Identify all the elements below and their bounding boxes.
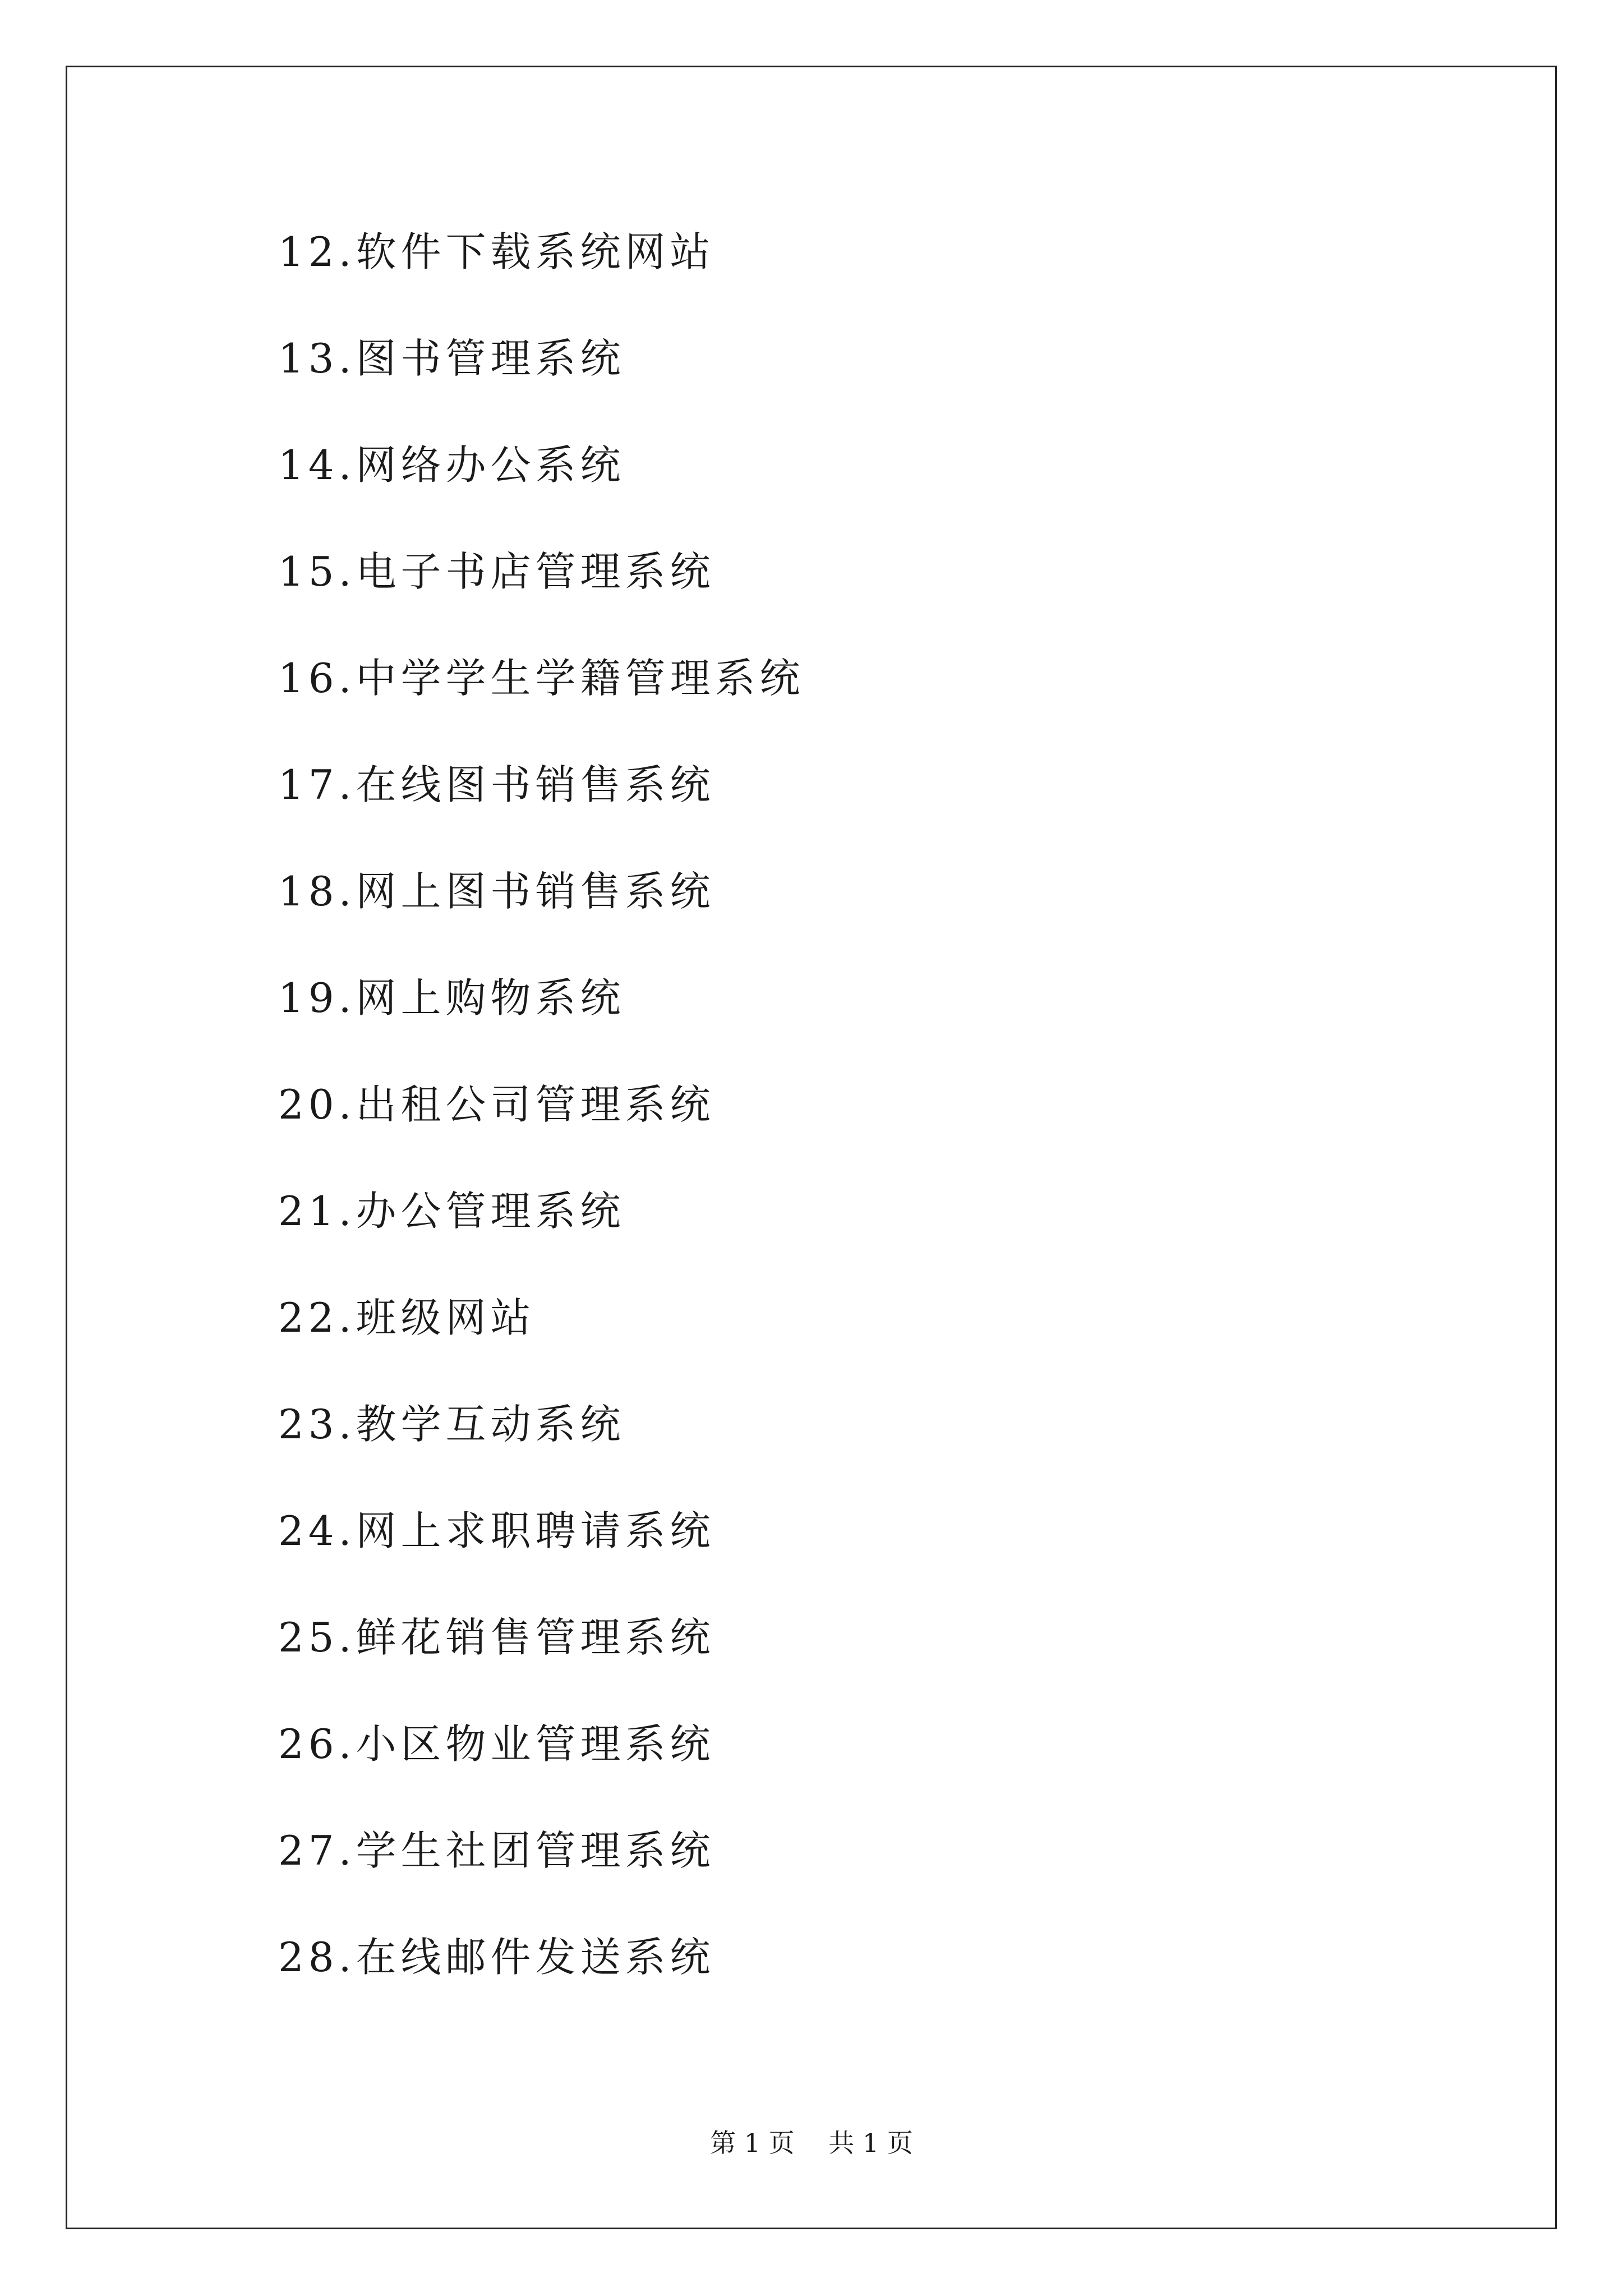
list-item: 18.网上图书销售系统 — [278, 868, 715, 915]
list-item: 28.在线邮件发送系统 — [278, 1934, 715, 1981]
list-item: 17.在线图书销售系统 — [278, 761, 715, 808]
list-item: 14.网络办公系统 — [278, 441, 625, 489]
list-item: 15.电子书店管理系统 — [278, 548, 715, 595]
list-item: 20.出租公司管理系统 — [278, 1081, 715, 1128]
list-item: 26.小区物业管理系统 — [278, 1720, 715, 1768]
page-number-footer: 第 1 页 共 1 页 — [710, 2128, 913, 2158]
list-item: 24.网上求职聘请系统 — [278, 1507, 715, 1554]
list-item: 23.教学互动系统 — [278, 1401, 625, 1448]
list-item: 22.班级网站 — [278, 1294, 536, 1341]
list-item: 25.鲜花销售管理系统 — [278, 1614, 715, 1661]
list-item: 21.办公管理系统 — [278, 1188, 625, 1235]
list-item: 27.学生社团管理系统 — [278, 1827, 715, 1874]
list-item: 13.图书管理系统 — [278, 335, 625, 382]
list-item: 19.网上购物系统 — [278, 974, 625, 1022]
list-item: 16.中学学生学籍管理系统 — [278, 655, 805, 702]
topic-list — [278, 219, 805, 2031]
list-item: 12.软件下载系统网站 — [278, 228, 715, 275]
